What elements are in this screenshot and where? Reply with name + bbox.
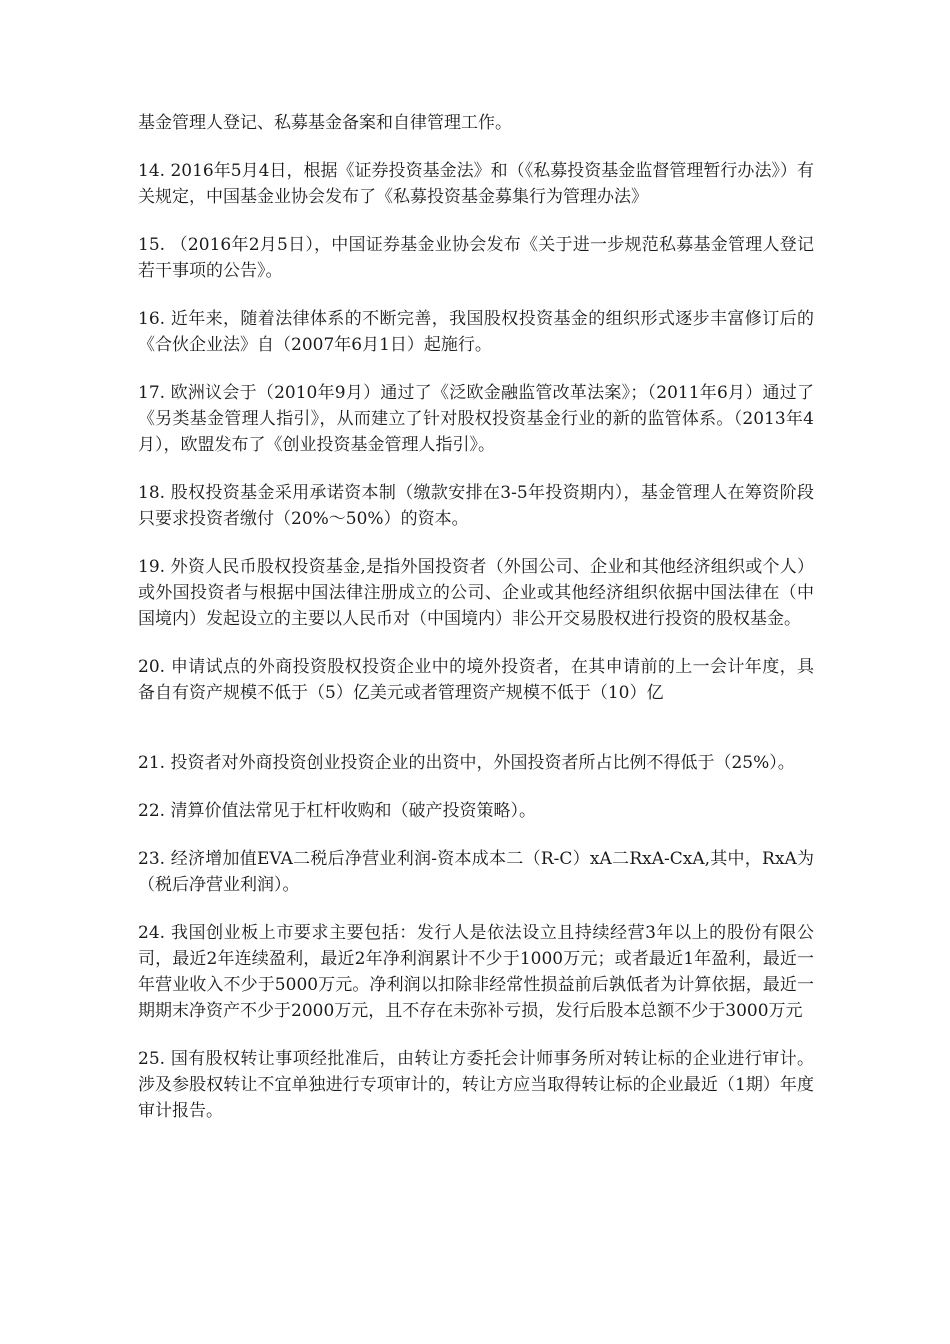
paragraph-18: 18. 股权投资基金采用承诺资本制（缴款安排在3-5年投资期内），基金管理人在筹资阶段只要求投资者缴付（20%〜50%）的资本。 — [138, 483, 814, 529]
paragraph-24: 24. 我国创业板上市要求主要包括：发行人是依法设立且持续经营3年以上的股份有限公司，最近2年连续盈利，最近2年净利润累计不少于1000万元；或者最近1年盈利，最近一年营业收入不少于5000万元。净利润以扣除非经常性损益前后孰低者为计算依据，最近一期期末净资产不少于2000万元，且不存在未弥补亏损，发行后股本总额不少于3000万元 — [138, 923, 814, 1021]
paragraph-16: 16. 近年来，随着法律体系的不断完善，我国股权投资基金的组织形式逐步丰富修订后的《合伙企业法》自（2007年6月1日）起施行。 — [138, 309, 814, 355]
paragraph-22: 22. 清算价值法常见于杠杆收购和（破产投资策略）。 — [138, 801, 536, 821]
paragraph-13-continuation: 基金管理人登记、私募基金备案和自律管理工作。 — [138, 113, 512, 133]
paragraph-15: 15. （2016年2月5日），中国证券基金业协会发布《关于进一步规范私募基金管理人登记若干事项的公告》。 — [138, 235, 814, 281]
paragraph-gap — [138, 728, 814, 750]
paragraph-25: 25. 国有股权转让事项经批准后，由转让方委托会计师事务所对转让标的企业进行审计。涉及参股权转让不宜单独进行专项审计的，转让方应当取得转让标的企业最近（1期）年度审计报告。 — [138, 1049, 814, 1121]
paragraph-21: 21. 投资者对外商投资创业投资企业的出资中，外国投资者所占比例不得低于（25%）。 — [138, 753, 795, 773]
paragraph-20: 20. 申请试点的外商投资股权投资企业中的境外投资者，在其申请前的上一会计年度，具备自有资产规模不低于（5）亿美元或者管理资产规模不低于（10）亿 — [138, 657, 814, 703]
paragraph-14: 14. 2016年5月4日，根据《证券投资基金法》和（《私募投资基金监督管理暂行办法》）有关规定，中国基金业协会发布了《私募投资基金募集行为管理办法》 — [138, 161, 814, 207]
paragraph-17: 17. 欧洲议会于（2010年9月）通过了《泛欧金融监管改革法案》；（2011年6月）通过了《另类基金管理人指引》，从而建立了针对股权投资基金行业的新的监管体系。（2013年4月），欧盟发布了《创业投资基金管理人指引》。 — [138, 383, 814, 455]
paragraph-19: 19. 外资人民币股权投资基金,是指外国投资者（外国公司、企业和其他经济组织或个人）或外国投资者与根据中国法律注册成立的公司、企业或其他经济组织依据中国法律在（中国境内）发起设立的主要以人民币对（中国境内）非公开交易股权进行投资的股权基金。 — [138, 557, 814, 629]
paragraph-23: 23. 经济增加值EVA二税后净营业利润-资本成本二（R-C）xA二RxA-CxA,其中，RxA为（税后净营业利润）。 — [138, 849, 814, 895]
document-page — [138, 110, 814, 1146]
